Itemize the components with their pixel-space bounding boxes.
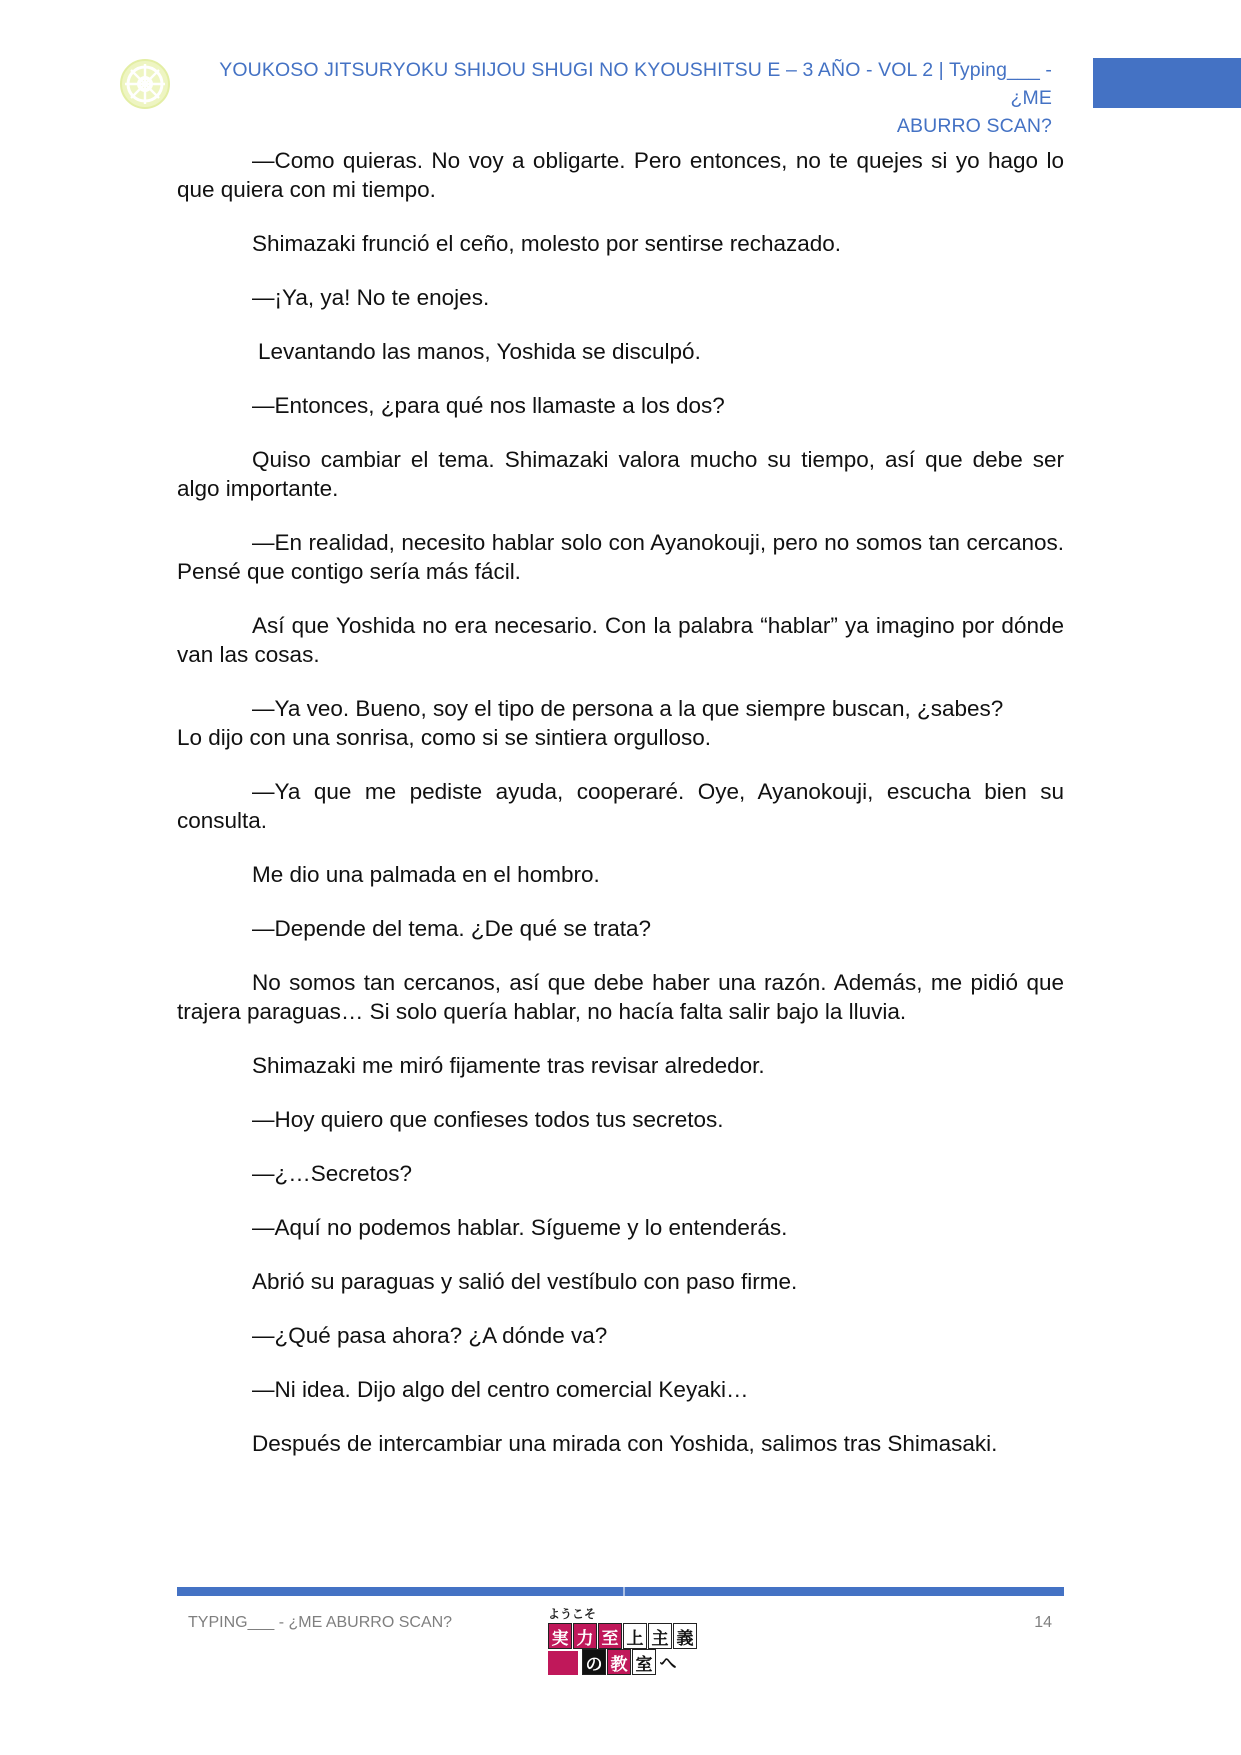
footer-rule (177, 1587, 1064, 1596)
seal-logo-icon (119, 58, 171, 110)
running-header (190, 56, 1052, 140)
paragraph: —Entonces, ¿para qué nos llamaste a los dos? (252, 393, 725, 418)
page-number: 14 (1034, 1614, 1052, 1631)
header-title-line2: ABURRO SCAN? (896, 115, 1052, 137)
header-accent-bar (1093, 58, 1241, 108)
logo-char: 実 (548, 1623, 572, 1649)
paragraph: Lo dijo con una sonrisa, como si se sintiera orgulloso. (177, 725, 712, 750)
paragraph: —¡Ya, ya! No te enojes. (252, 285, 490, 310)
logo-char: へ (657, 1649, 679, 1673)
paragraph: Levantando las manos, Yoshida se disculpó. (258, 339, 701, 364)
paragraph: —Ya veo. Bueno, soy el tipo de persona a la que siempre buscan, ¿sabes? (252, 696, 1004, 721)
series-logo-row1 (548, 1623, 698, 1649)
paragraph: —Aquí no podemos hablar. Sígueme y lo entenderás. (252, 1215, 788, 1240)
logo-small-print-block (548, 1651, 578, 1675)
logo-char: 力 (573, 1623, 597, 1649)
paragraph: —¿Qué pasa ahora? ¿A dónde va? (252, 1323, 608, 1348)
paragraph: Después de intercambiar una mirada con Yoshida, salimos tras Shimasaki. (252, 1431, 998, 1456)
paragraph: —Depende del tema. ¿De qué se trata? (252, 916, 651, 941)
series-logo-top: ようこそ (548, 1607, 597, 1621)
paragraph: Así que Yoshida no era necesario. Con la palabra “hablar” ya imagino por dónde van las cosas. (177, 613, 1064, 667)
paragraph: —Hoy quiero que confieses todos tus secretos. (252, 1107, 724, 1132)
logo-char: の (582, 1649, 606, 1675)
series-logo-row2 (582, 1649, 680, 1675)
body-text (177, 146, 1064, 1483)
paragraph: —Ni idea. Dijo algo del centro comercial Keyaki… (252, 1377, 749, 1402)
paragraph: Me dio una palmada en el hombro. (252, 862, 600, 887)
paragraph: Quiso cambiar el tema. Shimazaki valora mucho su tiempo, así que debe ser algo importante. (177, 447, 1064, 501)
logo-char: 上 (623, 1623, 647, 1649)
paragraph: Shimazaki me miró fijamente tras revisar alrededor. (252, 1053, 765, 1078)
series-logo (544, 1605, 696, 1677)
paragraph: —Como quieras. No voy a obligarte. Pero entonces, no te quejes si yo hago lo que quiera con mi tiempo. (177, 148, 1064, 202)
paragraph: Abrió su paraguas y salió del vestíbulo con paso firme. (252, 1269, 798, 1294)
logo-char: 至 (598, 1623, 622, 1649)
header-title-line1: YOUKOSO JITSURYOKU SHIJOU SHUGI NO KYOUSHITSU E – 3 AÑO - VOL 2 | Typing___ - ¿ME (219, 59, 1052, 109)
paragraph: Shimazaki frunció el ceño, molesto por sentirse rechazado. (252, 231, 842, 256)
paragraph: —Ya que me pediste ayuda, cooperaré. Oye, Ayanokouji, escucha bien su consulta. (177, 779, 1064, 833)
logo-char: 教 (607, 1649, 631, 1675)
paragraph: —En realidad, necesito hablar solo con Ayanokouji, pero no somos tan cercanos. Pensé que contigo sería más fácil. (177, 530, 1064, 584)
paragraph: No somos tan cercanos, así que debe haber una razón. Además, me pidió que trajera paraguas… Si solo quería hablar, no hacía falta salir bajo la lluvia. (177, 970, 1064, 1024)
logo-char: 主 (648, 1623, 672, 1649)
logo-char: 室 (632, 1649, 656, 1675)
logo-char: 義 (673, 1623, 697, 1649)
paragraph: —¿…Secretos? (252, 1161, 413, 1186)
footer-credit: TYPING___ - ¿ME ABURRO SCAN? (188, 1614, 453, 1631)
